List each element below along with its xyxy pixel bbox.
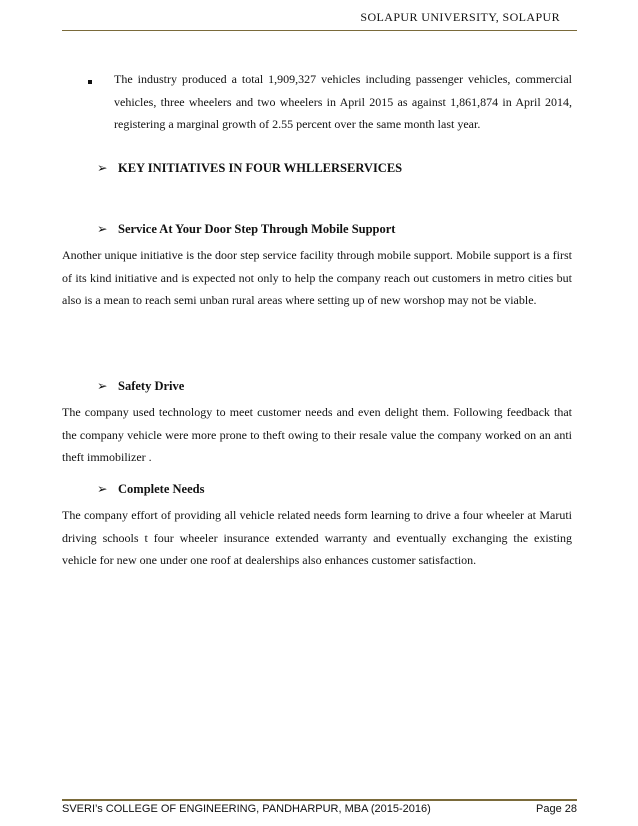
arrow-bullet-icon: ➢ [97,161,108,175]
page-number: Page 28 [536,803,577,815]
industry-bullet-text: The industry produced a total 1,909,327 vehicles including passenger vehicles, commercial vehicles, three wheelers and two wheelers in April 2015 as against 1,861,874 in April 2014, registering a marginal growth of 2.55 percent over the same month last year. [114,72,572,131]
arrow-bullet-icon: ➢ [97,379,108,393]
key-initiatives-heading: KEY INITIATIVES IN FOUR WHLLERSERVICES [118,161,403,175]
safety-heading: Safety Drive [118,379,185,393]
needs-body: The company effort of providing all vehicle related needs form learning to drive a four wheeler at Maruti driving schools t four wheeler insurance extended warranty and eventually exchanging the existing vehicle for new one under one roof at dealerships also enhances customer satisfaction. [62,508,572,567]
arrow-bullet-icon: ➢ [97,482,108,496]
service-body: Another unique initiative is the door step service facility through mobile support. Mobile support is a first of its kind initiative and is expected not only to help the company reach out customers in metro cities but also is a mean to reach semi unban rural areas where setting up of new worshop may not be viable. [62,248,572,307]
service-heading: Service At Your Door Step Through Mobile Support [118,222,396,236]
page-header: SOLAPUR UNIVERSITY, SOLAPUR [360,10,560,24]
footer-divider [62,799,577,801]
needs-heading: Complete Needs [118,482,205,496]
arrow-bullet-icon: ➢ [97,222,108,236]
footer-college: SVERI’s COLLEGE OF ENGINEERING, PANDHARPUR, MBA (2015-2016) [62,803,431,815]
header-divider [62,30,577,31]
square-bullet-icon [88,80,92,84]
safety-body: The company used technology to meet customer needs and even delight them. Following feedback that the company vehicle were more prone to theft owing to their resale value the company worked on an anti theft immobilizer . [62,405,572,464]
